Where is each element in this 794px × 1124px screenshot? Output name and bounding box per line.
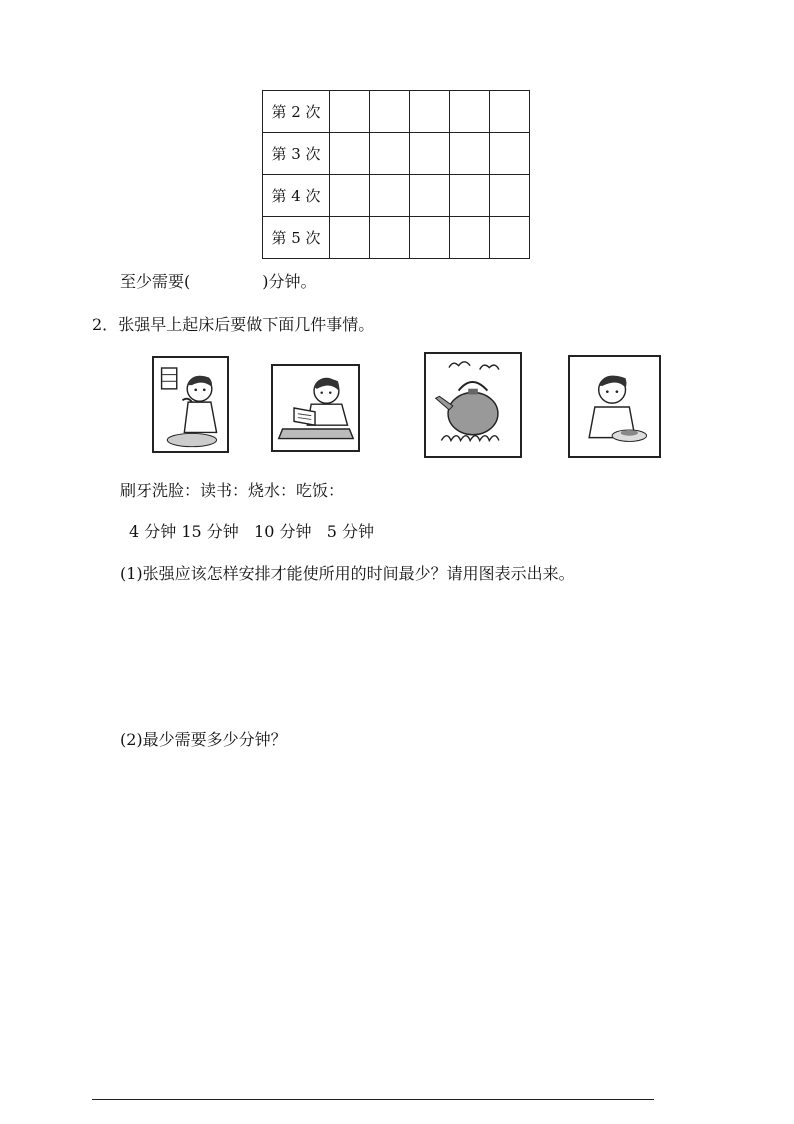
answer-suffix: )分钟。 xyxy=(262,272,317,291)
table-row xyxy=(263,217,530,259)
table-cell xyxy=(410,133,450,175)
table-row xyxy=(263,175,530,217)
sub-question-1: (1)张强应该怎样安排才能使所用的时间最少？请用图表示出来。 xyxy=(120,564,575,583)
table-cell xyxy=(410,91,450,133)
question-text: 张强早上起床后要做下面几件事情。 xyxy=(118,315,375,334)
table-cell xyxy=(370,175,410,217)
table-cell xyxy=(450,133,490,175)
table-cell xyxy=(410,217,450,259)
table-row xyxy=(263,91,530,133)
row-label: 第 4 次 xyxy=(263,175,330,217)
table-cell xyxy=(370,133,410,175)
footer-divider xyxy=(92,1099,654,1100)
record-table xyxy=(262,90,530,259)
table-cell xyxy=(330,133,370,175)
boy-eating-icon xyxy=(568,355,661,458)
table-cell xyxy=(370,217,410,259)
table-cell xyxy=(490,133,530,175)
times-line: 4 分钟 15 分钟 10 分钟 5 分钟 xyxy=(129,522,375,541)
sub-question-2: (2)最少需要多少分钟？ xyxy=(120,730,287,749)
boy-brushing-teeth-icon xyxy=(152,356,229,453)
table-cell xyxy=(370,91,410,133)
table-cell xyxy=(490,91,530,133)
row-label: 第 5 次 xyxy=(263,217,330,259)
table-row xyxy=(263,133,530,175)
table-cell xyxy=(490,217,530,259)
answer-prefix: 至少需要( xyxy=(120,272,191,291)
row-label: 第 3 次 xyxy=(263,133,330,175)
boy-reading-book-icon xyxy=(271,364,360,452)
tasks-line: 刷牙洗脸：读书：烧水：吃饭： xyxy=(120,481,345,500)
boiling-kettle-icon xyxy=(424,352,522,458)
table-cell xyxy=(450,217,490,259)
table-cell xyxy=(410,175,450,217)
question-2 xyxy=(92,315,374,335)
table-cell xyxy=(490,175,530,217)
table-cell xyxy=(330,91,370,133)
answer-line xyxy=(120,272,317,292)
row-label: 第 2 次 xyxy=(263,91,330,133)
table-cell xyxy=(450,91,490,133)
table-cell xyxy=(330,217,370,259)
table-cell xyxy=(330,175,370,217)
question-number: 2． xyxy=(92,315,119,334)
table-cell xyxy=(450,175,490,217)
